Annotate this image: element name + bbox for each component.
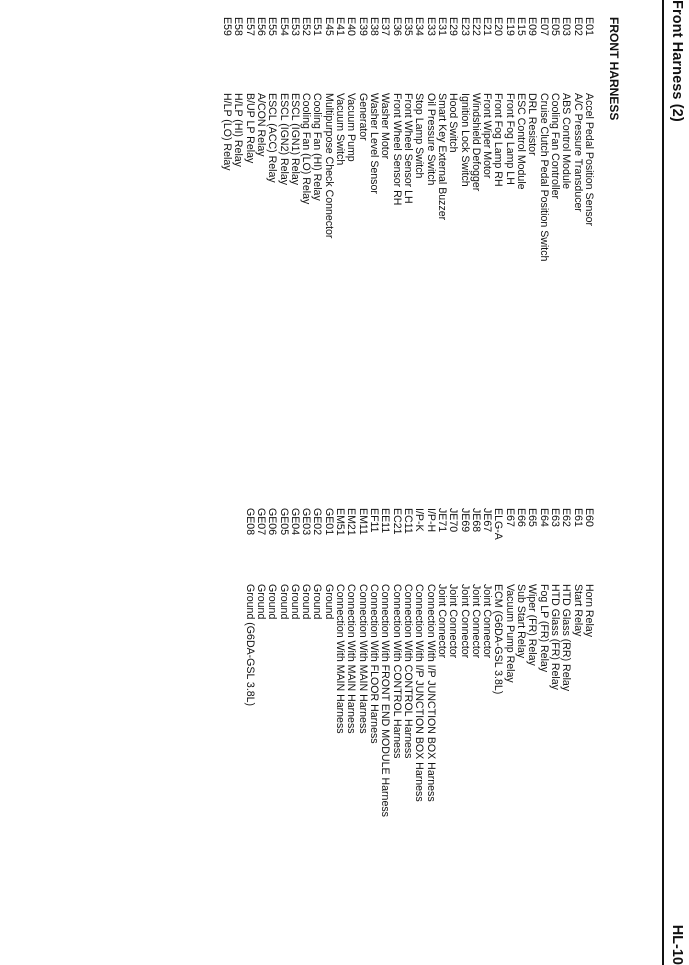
connector-code: GE08	[243, 508, 256, 536]
connector-description: Oil Pressure Switch	[424, 93, 437, 186]
connector-code: E21	[481, 17, 494, 36]
connector-code: E07	[537, 17, 550, 36]
connector-row	[356, 508, 367, 958]
connector-description: Cooling Fan (LO) Relay	[300, 93, 313, 205]
page-title: Front Harness (2)	[669, 0, 685, 122]
connector-code: E01	[583, 17, 595, 36]
connector-row	[356, 17, 367, 482]
connector-row	[311, 508, 322, 958]
section-title: FRONT HARNESS	[607, 17, 621, 121]
connector-description: Washer Motor	[379, 93, 392, 160]
connector-row	[390, 17, 401, 482]
connector-row	[560, 508, 571, 958]
connector-row	[481, 17, 492, 482]
connector-description: ECM (G6DA-GSL 3.8L)	[492, 584, 505, 695]
connector-row	[277, 508, 288, 958]
connector-row	[402, 508, 413, 958]
connector-description: Washer Level Sensor	[368, 93, 381, 194]
connector-description: Joint Connector	[458, 584, 471, 659]
connector-description: Horn Relay	[583, 584, 595, 637]
connector-code: E41	[334, 17, 347, 36]
connector-code: JE71	[435, 508, 448, 533]
connector-description: Joint Connector	[447, 584, 460, 659]
connector-description: ESCL (IGN2) Relay	[277, 93, 290, 186]
connector-row	[447, 508, 458, 958]
connector-description: Ground	[300, 584, 313, 620]
connector-description: Connection With FRONT END MODULE Harness	[379, 584, 392, 817]
connector-description: ABS Control Module	[560, 93, 573, 189]
connector-description: Multipurpose Check Connector	[322, 93, 335, 239]
connector-description: Vacuum Pump	[345, 93, 358, 162]
connector-row	[311, 17, 322, 482]
connector-list-left	[221, 17, 594, 482]
connector-description: Ground	[254, 584, 267, 620]
connector-row	[243, 17, 254, 482]
connector-description: A/C Pressure Transducer	[571, 93, 584, 212]
connector-list-right	[243, 508, 594, 958]
connector-description: Front Fog Lamp RH	[492, 93, 505, 187]
connector-row	[571, 508, 582, 958]
connector-description: ESC Control Module	[515, 93, 528, 190]
connector-description: Windshield Defogger	[469, 93, 482, 192]
connector-description: B/UP LP Relay	[243, 93, 256, 164]
header-divider	[662, 0, 664, 965]
connector-row	[492, 17, 503, 482]
connector-code: I/P-H	[424, 508, 437, 533]
connector-row	[289, 17, 300, 482]
connector-row	[515, 508, 526, 958]
connector-description: Connection With MAIN Harness	[356, 584, 369, 734]
connector-description: Connection With MAIN Harness	[334, 584, 347, 734]
connector-row	[458, 17, 469, 482]
connector-description: HTD Glass (RR) Relay	[560, 584, 573, 692]
connector-code: E63	[549, 508, 562, 527]
connector-row	[583, 17, 594, 482]
connector-code: E22	[469, 17, 482, 36]
connector-code: E34	[413, 17, 426, 36]
connector-description: Ignition Lock Switch	[458, 93, 471, 187]
connector-description: Ground	[266, 584, 279, 620]
connector-description: Cruise Clutch Pedal Position Switch	[537, 93, 550, 262]
connector-row	[402, 17, 413, 482]
connector-description: Smart Key External Buzzer	[435, 93, 448, 221]
connector-code: E45	[322, 17, 335, 36]
connector-row	[504, 17, 515, 482]
connector-code: E40	[345, 17, 358, 36]
connector-description: H/LP (LO) Relay	[221, 93, 233, 171]
connector-row	[526, 17, 537, 482]
connector-code: E23	[458, 17, 471, 36]
connector-code: E58	[232, 17, 245, 36]
connector-row	[323, 508, 334, 958]
connector-row	[289, 508, 300, 958]
connector-row	[537, 508, 548, 958]
connector-code: E15	[515, 17, 528, 36]
connector-code: EM11	[356, 508, 369, 535]
connector-row	[424, 508, 435, 958]
connector-code: E65	[526, 508, 539, 527]
connector-row	[379, 508, 390, 958]
connector-description: A/CON Relay	[254, 93, 267, 157]
connector-code: EC11	[402, 508, 414, 534]
connector-code: E57	[243, 17, 256, 36]
connector-description: ESCL (ACC) Relay	[266, 93, 279, 183]
connector-row	[458, 508, 469, 958]
connector-code: ELG-A	[492, 508, 505, 540]
connector-description: Joint Connector	[469, 584, 482, 659]
connector-row	[368, 508, 379, 958]
connector-row	[277, 17, 288, 482]
connector-code: JE69	[458, 508, 471, 533]
connector-row	[492, 508, 503, 958]
connector-description: Stop Lamp Switch	[413, 93, 426, 179]
connector-code: GE03	[300, 508, 313, 536]
connector-row	[266, 17, 277, 482]
connector-row	[221, 17, 232, 482]
page-header	[655, 0, 689, 965]
connector-description: Connection With I/P JUNCTION BOX Harness	[424, 584, 437, 802]
connector-row	[345, 17, 356, 482]
connector-row	[424, 17, 435, 482]
connector-code: E37	[379, 17, 392, 36]
connector-code: E36	[390, 17, 403, 36]
connector-code: EE11	[379, 508, 392, 534]
connector-code: E66	[515, 508, 528, 527]
connector-description: ESCL (IGN1) Relay	[288, 93, 301, 186]
connector-description: Connection With FLOOR Harness	[368, 584, 381, 744]
connector-code: E62	[560, 508, 573, 527]
connector-row	[447, 17, 458, 482]
connector-row	[583, 508, 594, 958]
connector-row	[379, 17, 390, 482]
connector-code: GE01	[322, 508, 335, 536]
connector-code: E33	[424, 17, 437, 36]
connector-row	[334, 508, 345, 958]
connector-description: Sub Start Relay	[515, 584, 528, 659]
connector-code: E20	[492, 17, 505, 36]
connector-description: Joint Connector	[481, 584, 494, 659]
connector-row	[515, 17, 526, 482]
connector-code: GE06	[266, 508, 279, 536]
connector-code: E39	[356, 17, 369, 36]
connector-description: Connection With I/P JUNCTION BOX Harness	[413, 584, 426, 802]
connector-row	[243, 508, 254, 958]
connector-row	[413, 17, 424, 482]
connector-row	[481, 508, 492, 958]
connector-description: HTD Glass (FR) Relay	[549, 584, 562, 690]
connector-description: Ground (G6DA-GSL 3.8L)	[243, 584, 256, 707]
connector-code: E55	[266, 17, 279, 36]
connector-row	[537, 17, 548, 482]
connector-row	[300, 508, 311, 958]
connector-description: Connection With CONTROL Harness	[390, 584, 403, 759]
connector-code: GE07	[254, 508, 267, 536]
connector-code: E38	[368, 17, 381, 36]
connector-code: E52	[300, 17, 313, 36]
connector-code: E05	[549, 17, 562, 36]
connector-row	[255, 17, 266, 482]
connector-code: GE02	[311, 508, 324, 536]
connector-description: Ground	[288, 584, 301, 620]
connector-row	[436, 508, 447, 958]
connector-code: E64	[537, 508, 550, 527]
connector-description: Fog LP (FR) Relay	[537, 584, 550, 673]
connector-description: Front Wheel Sensor RH	[390, 93, 403, 206]
connector-row	[470, 17, 481, 482]
connector-code: GE04	[288, 508, 301, 536]
connector-description: Connection With CONTROL Harness	[402, 584, 414, 759]
connector-description: Ground	[277, 584, 290, 620]
connector-code: E35	[402, 17, 414, 36]
connector-description: H/LP (HI) Relay	[232, 93, 245, 167]
connector-code: E03	[560, 17, 573, 36]
connector-code: E59	[221, 17, 233, 36]
connector-description: Ground	[322, 584, 335, 620]
connector-code: E19	[503, 17, 516, 36]
connector-description: Cooling Fan Controller	[549, 93, 562, 199]
connector-row	[255, 508, 266, 958]
connector-description: Accel Pedal Position Sensor	[583, 93, 595, 227]
connector-row	[232, 17, 243, 482]
connector-code: E67	[503, 508, 516, 527]
connector-row	[504, 508, 515, 958]
connector-description: Vacuum Switch	[334, 93, 347, 166]
connector-code: EC21	[390, 508, 403, 535]
connector-description: Hood Switch	[447, 93, 460, 153]
connector-row	[549, 17, 560, 482]
connector-row	[345, 508, 356, 958]
connector-description: Front Wiper Motor	[481, 93, 494, 179]
connector-row	[571, 17, 582, 482]
connector-description: Connection With MAIN Harness	[345, 584, 358, 734]
connector-description: Ground	[311, 584, 324, 620]
connector-row	[526, 508, 537, 958]
connector-row	[560, 17, 571, 482]
connector-description: Joint Connector	[435, 584, 448, 659]
connector-row	[549, 508, 560, 958]
connector-code: GE05	[277, 508, 290, 536]
connector-code: E31	[435, 17, 448, 36]
connector-code: E29	[447, 17, 460, 36]
connector-code: JE67	[481, 508, 494, 533]
connector-code: I/P-K	[413, 508, 426, 532]
connector-code: EM51	[334, 508, 347, 536]
connector-code: E60	[583, 508, 595, 527]
connector-code: E09	[526, 17, 539, 36]
page-number: HL-10	[669, 924, 685, 965]
connector-code: E61	[571, 508, 584, 527]
connector-code: EF11	[368, 508, 381, 533]
connector-code: E53	[288, 17, 301, 36]
connector-description: Start Relay	[571, 584, 584, 637]
connector-row	[436, 17, 447, 482]
connector-code: JE70	[447, 508, 460, 533]
connector-row	[390, 508, 401, 958]
connector-code: JE68	[469, 508, 482, 533]
connector-code: E02	[571, 17, 584, 36]
connector-code: EM21	[345, 508, 358, 536]
connector-row	[368, 17, 379, 482]
connector-description: Generator	[356, 93, 369, 141]
connector-row	[300, 17, 311, 482]
connector-row	[413, 508, 424, 958]
connector-description: Cooling Fan (HI) Relay	[311, 93, 324, 201]
connector-row	[470, 508, 481, 958]
connector-description: DRL Resistor	[526, 93, 539, 156]
connector-description: Vacuum Pump Relay	[503, 584, 516, 683]
connector-description: Front Fog Lamp LH	[503, 93, 516, 185]
connector-code: E56	[254, 17, 267, 36]
connector-description: Wiper (FR) Relay	[526, 584, 539, 666]
connector-code: E54	[277, 17, 290, 36]
connector-row	[323, 17, 334, 482]
connector-description: Front Wheel Sensor LH	[402, 93, 414, 204]
connector-row	[266, 508, 277, 958]
connector-row	[334, 17, 345, 482]
connector-code: E51	[311, 17, 324, 36]
